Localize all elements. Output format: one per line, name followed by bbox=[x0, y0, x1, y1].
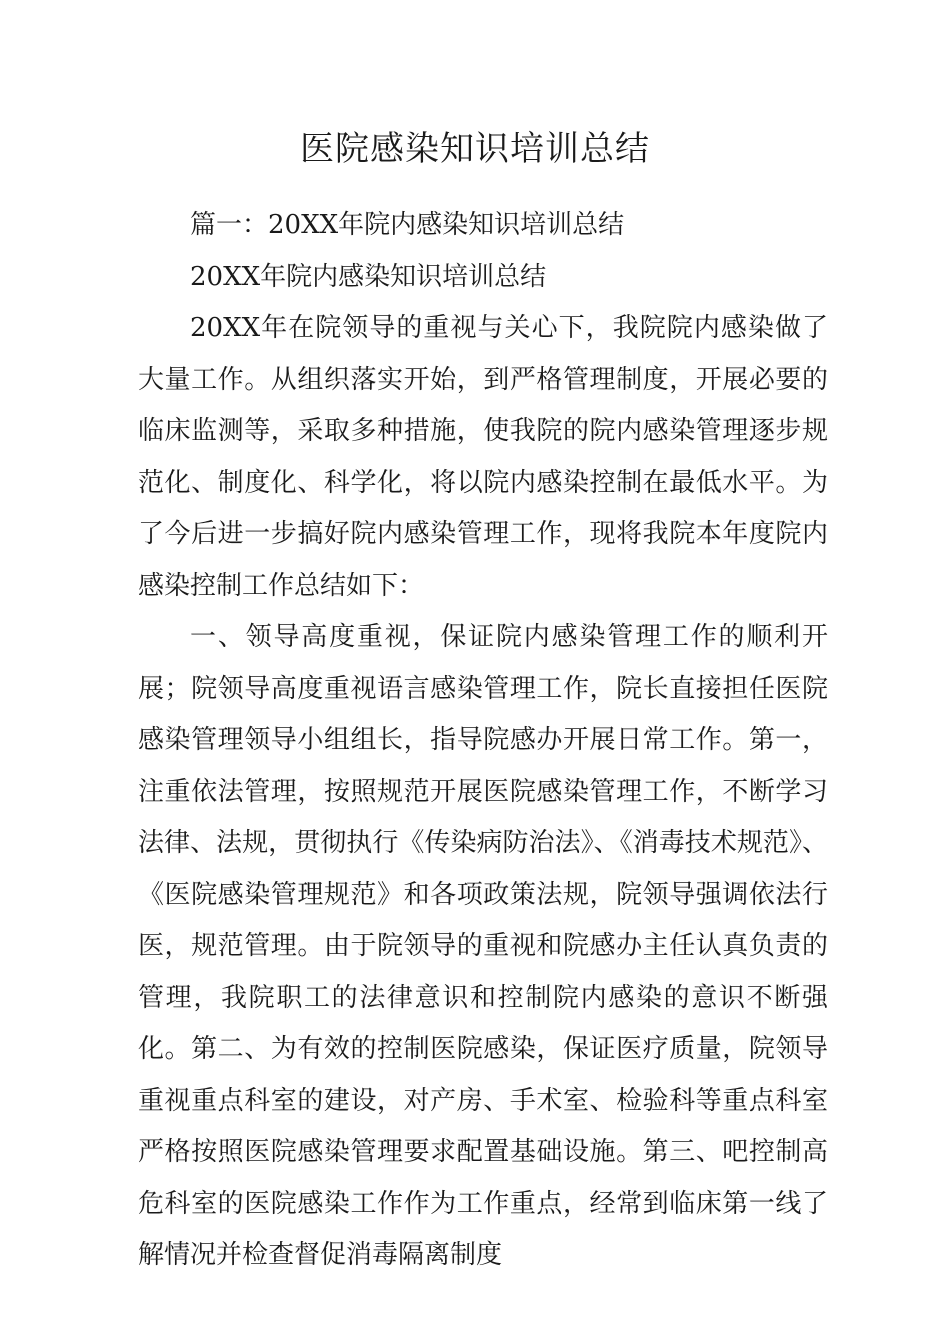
paragraph-intro: 20XX年在院领导的重视与关心下，我院院内感染做了大量工作。从组织落实开始，到严格管理制度，开展必要的临床监测等，采取多种措施，使我院的院内感染管理逐步规范化、制度化、科学化，将以院内感染控制在最低水平。为了今后进一步搞好院内感染管理工作，现将我院本年度院内感染控制工作总结如下： bbox=[138, 313, 828, 601]
paragraph-heading: 篇一：20XX年院内感染知识培训总结 bbox=[190, 210, 625, 240]
document-title: 医院感染知识培训总结 bbox=[300, 128, 650, 169]
document-body bbox=[138, 200, 828, 1282]
paragraph-subheading: 20XX年院内感染知识培训总结 bbox=[190, 261, 547, 292]
paragraph-section-one: 一、领导高度重视，保证院内感染管理工作的顺利开展；院领导高度重视语言感染管理工作，院长直接担任医院感染管理领导小组组长，指导院感办开展日常工作。第一，注重依法管理，按照规范开展医院感染管理工作，不断学习法律、法规，贯彻执行《传染病防治法》、《消毒技术规范》、《医院感染管理规范》和各项政策法规，院领导强调依法行医，规范管理。由于院领导的重视和院感办主任认真负责的管理，我院职工的法律意识和控制院内感染的意识不断强化。第二、为有效的控制医院感染，保证医疗质量，院领导重视重点科室的建设，对产房、手术室、检验科等重点科室严格按照医院感染管理要求配置基础设施。第三、吧控制高危科室的医院感染工作作为工作重点，经常到临床第一线了解情况并检查督促消毒隔离制度 bbox=[138, 622, 828, 1270]
